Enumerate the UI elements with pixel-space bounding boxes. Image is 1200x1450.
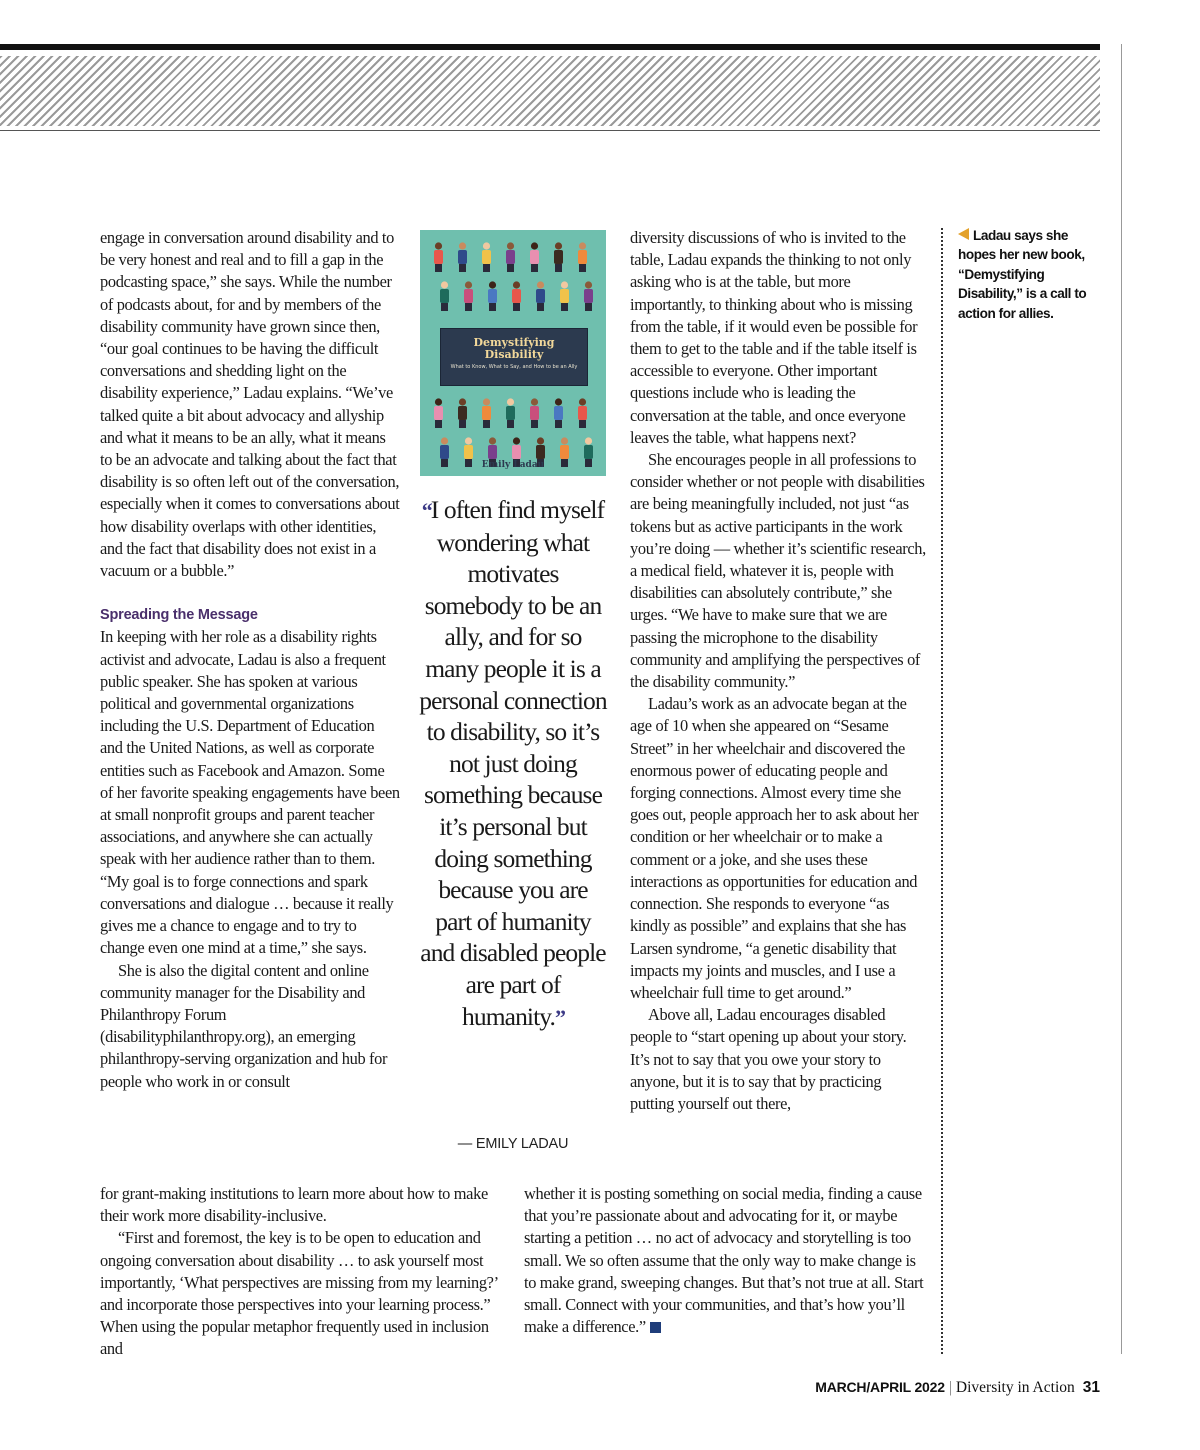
page-edge-rule [1121,44,1122,1354]
cover-figure-body [560,445,569,459]
cover-figure-body [554,406,563,420]
cover-figure-body [488,445,497,459]
cover-figure-legs [441,303,448,311]
cover-figure-legs [531,420,538,428]
cover-figure-body [530,406,539,420]
cover-figure-legs [585,303,592,311]
paragraph: She encourages people in all professions to consider whether or not people with disabilities are being meaningfully included, not just “as tokens but as active participants in the work you’re doing — whether it’s scientific research, a medical field, whatever it is, people with disabilities can absolutely contribute,” she urges. “We have to make sure that we are passing the microphone to the disability community and amplifying the perspectives of the disability community.” [630,450,926,692]
paragraph: She is also the digital content and online community manager for the Disability and Philanthropy Forum (disabilityphilanthropy.org), an emerging philanthropy-serving organization and hub for people who work in or consult [100,960,388,1091]
cover-figure-head [507,242,514,249]
header-rule [0,130,1100,131]
cover-figure-head [507,398,514,405]
cover-figure-body [578,406,587,420]
cover-figure-legs [483,420,490,428]
paragraph: engage in conversation around disability and to be very honest and real and to fill a gap in the podcasting space,” she says. While the number of podcasts about, for and by members of the disability community have grown since then, “our goal continues to be having the difficult conversations and shedding light on the disability experience,” Ladau explains. “We’ve talked quite a bit about advocacy and allyship and what it means to be an ally, what it means to be an advocate and talking about the fact that disability is so often left out of the conversation, especially when it comes to conversations about how disability overlaps with other identities, and the fact that disability does not exist in a vacuum or a bubble.” [100,228,400,581]
cover-figure-legs [507,264,514,272]
pull-quote [418,494,608,1033]
pull-quote-text: I often find myself wondering what motivates somebody to be an ally, and for so many people it is a personal connection to disability, so it’s not just doing something because it’s personal but doing something because you are part of humanity and disabled people are part of humanity. [419,495,607,1031]
cover-figure-head [441,437,448,444]
cover-figure-head [555,398,562,405]
cover-figure-head [561,437,568,444]
cover-figure-head [483,398,490,405]
close-quote-mark: ” [554,1004,564,1030]
photo-caption [958,226,1100,323]
paragraph: for grant-making institutions to learn more about how to make their work more disability-inclusive. [100,1184,488,1226]
cover-figure-legs [513,303,520,311]
cover-figure-legs [531,264,538,272]
cover-figure-head [513,437,520,444]
cover-figure-head [459,398,466,405]
cover-figure-head [561,281,568,288]
cover-figure-head [489,281,496,288]
paragraph: “First and foremost, the key is to be open to education and ongoing conversation about disability … to ask yourself most importantly, ‘What perspectives are missing from my learning?’ and incorporate those perspectives into your learning process.” When using the popular metaphor frequently used in inclusion and [100,1228,498,1359]
article-column-right [630,227,928,1115]
book-author: Emily Ladau [481,460,545,470]
cover-figure-body [584,289,593,303]
paragraph: diversity discussions of who is invited to the table, Ladau expands the thinking to not only asking who is at the table, but more importantly, to thinking about who is missing from the table, if it would even be possible for them to get to the table and if the table itself is accessible to everyone. Other important questions include who is leading the conversation at the table, and once everyone leaves the table, what happens next? [630,228,918,447]
cover-figure-legs [579,420,586,428]
article-column-bottom-right [524,1183,928,1338]
cover-figure-body [434,250,443,264]
cover-figure-legs [579,264,586,272]
cover-figure-head [537,281,544,288]
cover-figure-head [459,242,466,249]
paragraph [524,1183,928,1338]
header-hatch-band [0,56,1100,126]
cover-figure-legs [561,303,568,311]
open-quote-mark: “ [421,498,431,523]
cover-figure-body [440,289,449,303]
article-column-bottom-left [100,1183,498,1361]
cover-figure-body [458,250,467,264]
top-rule [0,44,1100,50]
cover-figure-legs [483,264,490,272]
paragraph: In keeping with her role as a disability rights activist and advocate, Ladau is also a frequent public speaker. She has spoken at various political and governmental organizations including the U.S. Department of Education and the United Nations, as well as corporate entities such as Facebook and Amazon. Some of her favorite speaking engagements have been at small nonprofit groups and parent teacher associations, and anywhere she can actually speak with her audience rather than to them. “My goal is to forge connections and spark conversations and dialogue … because it really gives me a chance to engage and to try to change even one mind at a time,” she says. [100,627,400,958]
cover-figure-body [488,289,497,303]
cover-figure-body [482,250,491,264]
closing-text: whether it is posting something on social media, finding a cause that you’re passionate about and advocating for it, or maybe starting a petition … no act of advocacy and storytelling is too small. We so often assume that the only way to make change is to make grand, sweeping changes. But that’s not true at all. Start small. Connect with your communities, and that’s how you’ll make a difference.” [524,1184,924,1337]
cover-figure-body [434,406,443,420]
cover-figure-head [531,398,538,405]
book-title-line1: Demystifying [473,336,555,349]
cover-figure-head [555,242,562,249]
cover-figure-body [464,289,473,303]
cover-figure-body [536,289,545,303]
cover-figure-legs [537,303,544,311]
cover-figure-head [483,242,490,249]
cover-figure-body [440,445,449,459]
cover-figure-body [554,250,563,264]
cover-figure-legs [555,420,562,428]
cover-figure-body [482,406,491,420]
cover-figure-body [506,406,515,420]
book-title-line2: Disability [484,348,544,361]
page-number: 31 [1082,1379,1100,1396]
cover-figure-head [441,281,448,288]
cover-figure-legs [435,264,442,272]
cover-figure-legs [507,420,514,428]
left-arrow-icon [958,228,969,240]
paragraph: Above all, Ladau encourages disabled people to “start opening up about your story. It’s not to say that you owe your story to anyone, but it is to say that by practicing putting yourself out there, [630,1005,907,1113]
caption-text: Ladau says she hopes her new book, “Demystifying Disability,” is a call to action for allies. [958,228,1087,321]
publication-name: Diversity in Action [955,1379,1075,1396]
cover-figure-body [506,250,515,264]
cover-figure-head [585,281,592,288]
pull-quote-attribution: — EMILY LADAU [457,1136,569,1152]
cover-figure-body [512,445,521,459]
cover-figure-legs [465,303,472,311]
cover-figure-legs [489,303,496,311]
cover-figure-head [513,281,520,288]
cover-figure-legs [459,420,466,428]
cover-figure-head [579,398,586,405]
caption-divider [941,228,943,1354]
cover-figure-head [435,398,442,405]
cover-figure-body [584,445,593,459]
cover-figure-legs [459,264,466,272]
book-cover-title-panel [440,328,588,386]
article-column-left [100,227,400,1093]
cover-figure-head [465,281,472,288]
footer-separator: | [948,1379,952,1396]
cover-figure-body [578,250,587,264]
cover-figure-body [536,445,545,459]
book-subtitle: What to Know, What to Say, and How to be an Ally [450,364,578,370]
section-subhead: Spreading the Message [100,607,258,624]
cover-figure-body [512,289,521,303]
cover-figure-body [458,406,467,420]
cover-figure-head [465,437,472,444]
cover-figure-legs [435,420,442,428]
cover-figure-head [531,242,538,249]
page-footer [815,1379,1100,1397]
cover-figure-head [537,437,544,444]
issue-date: MARCH/APRIL 2022 [815,1379,945,1395]
cover-figure-body [530,250,539,264]
cover-figure-head [579,242,586,249]
cover-figure-body [464,445,473,459]
paragraph: Ladau’s work as an advocate began at the age of 10 when she appeared on “Sesame Street” in her wheelchair and discovered the enormous power of educating people and forging connections. Almost every time she goes out, people approach her to ask about her condition or her wheelchair or to make a comment or a joke, and she uses these interactions as opportunities for education and connection. She responds to everyone “as kindly as possible” and explains that she has Larsen syndrome, “a genetic disability that impacts my joints and muscles, and I use a wheelchair full time to get around.” [630,694,919,1002]
end-of-article-mark [650,1322,661,1333]
book-cover-image [420,230,606,476]
cover-figure-legs [555,264,562,272]
cover-figure-head [585,437,592,444]
cover-figure-head [489,437,496,444]
cover-figure-body [560,289,569,303]
cover-figure-head [435,242,442,249]
